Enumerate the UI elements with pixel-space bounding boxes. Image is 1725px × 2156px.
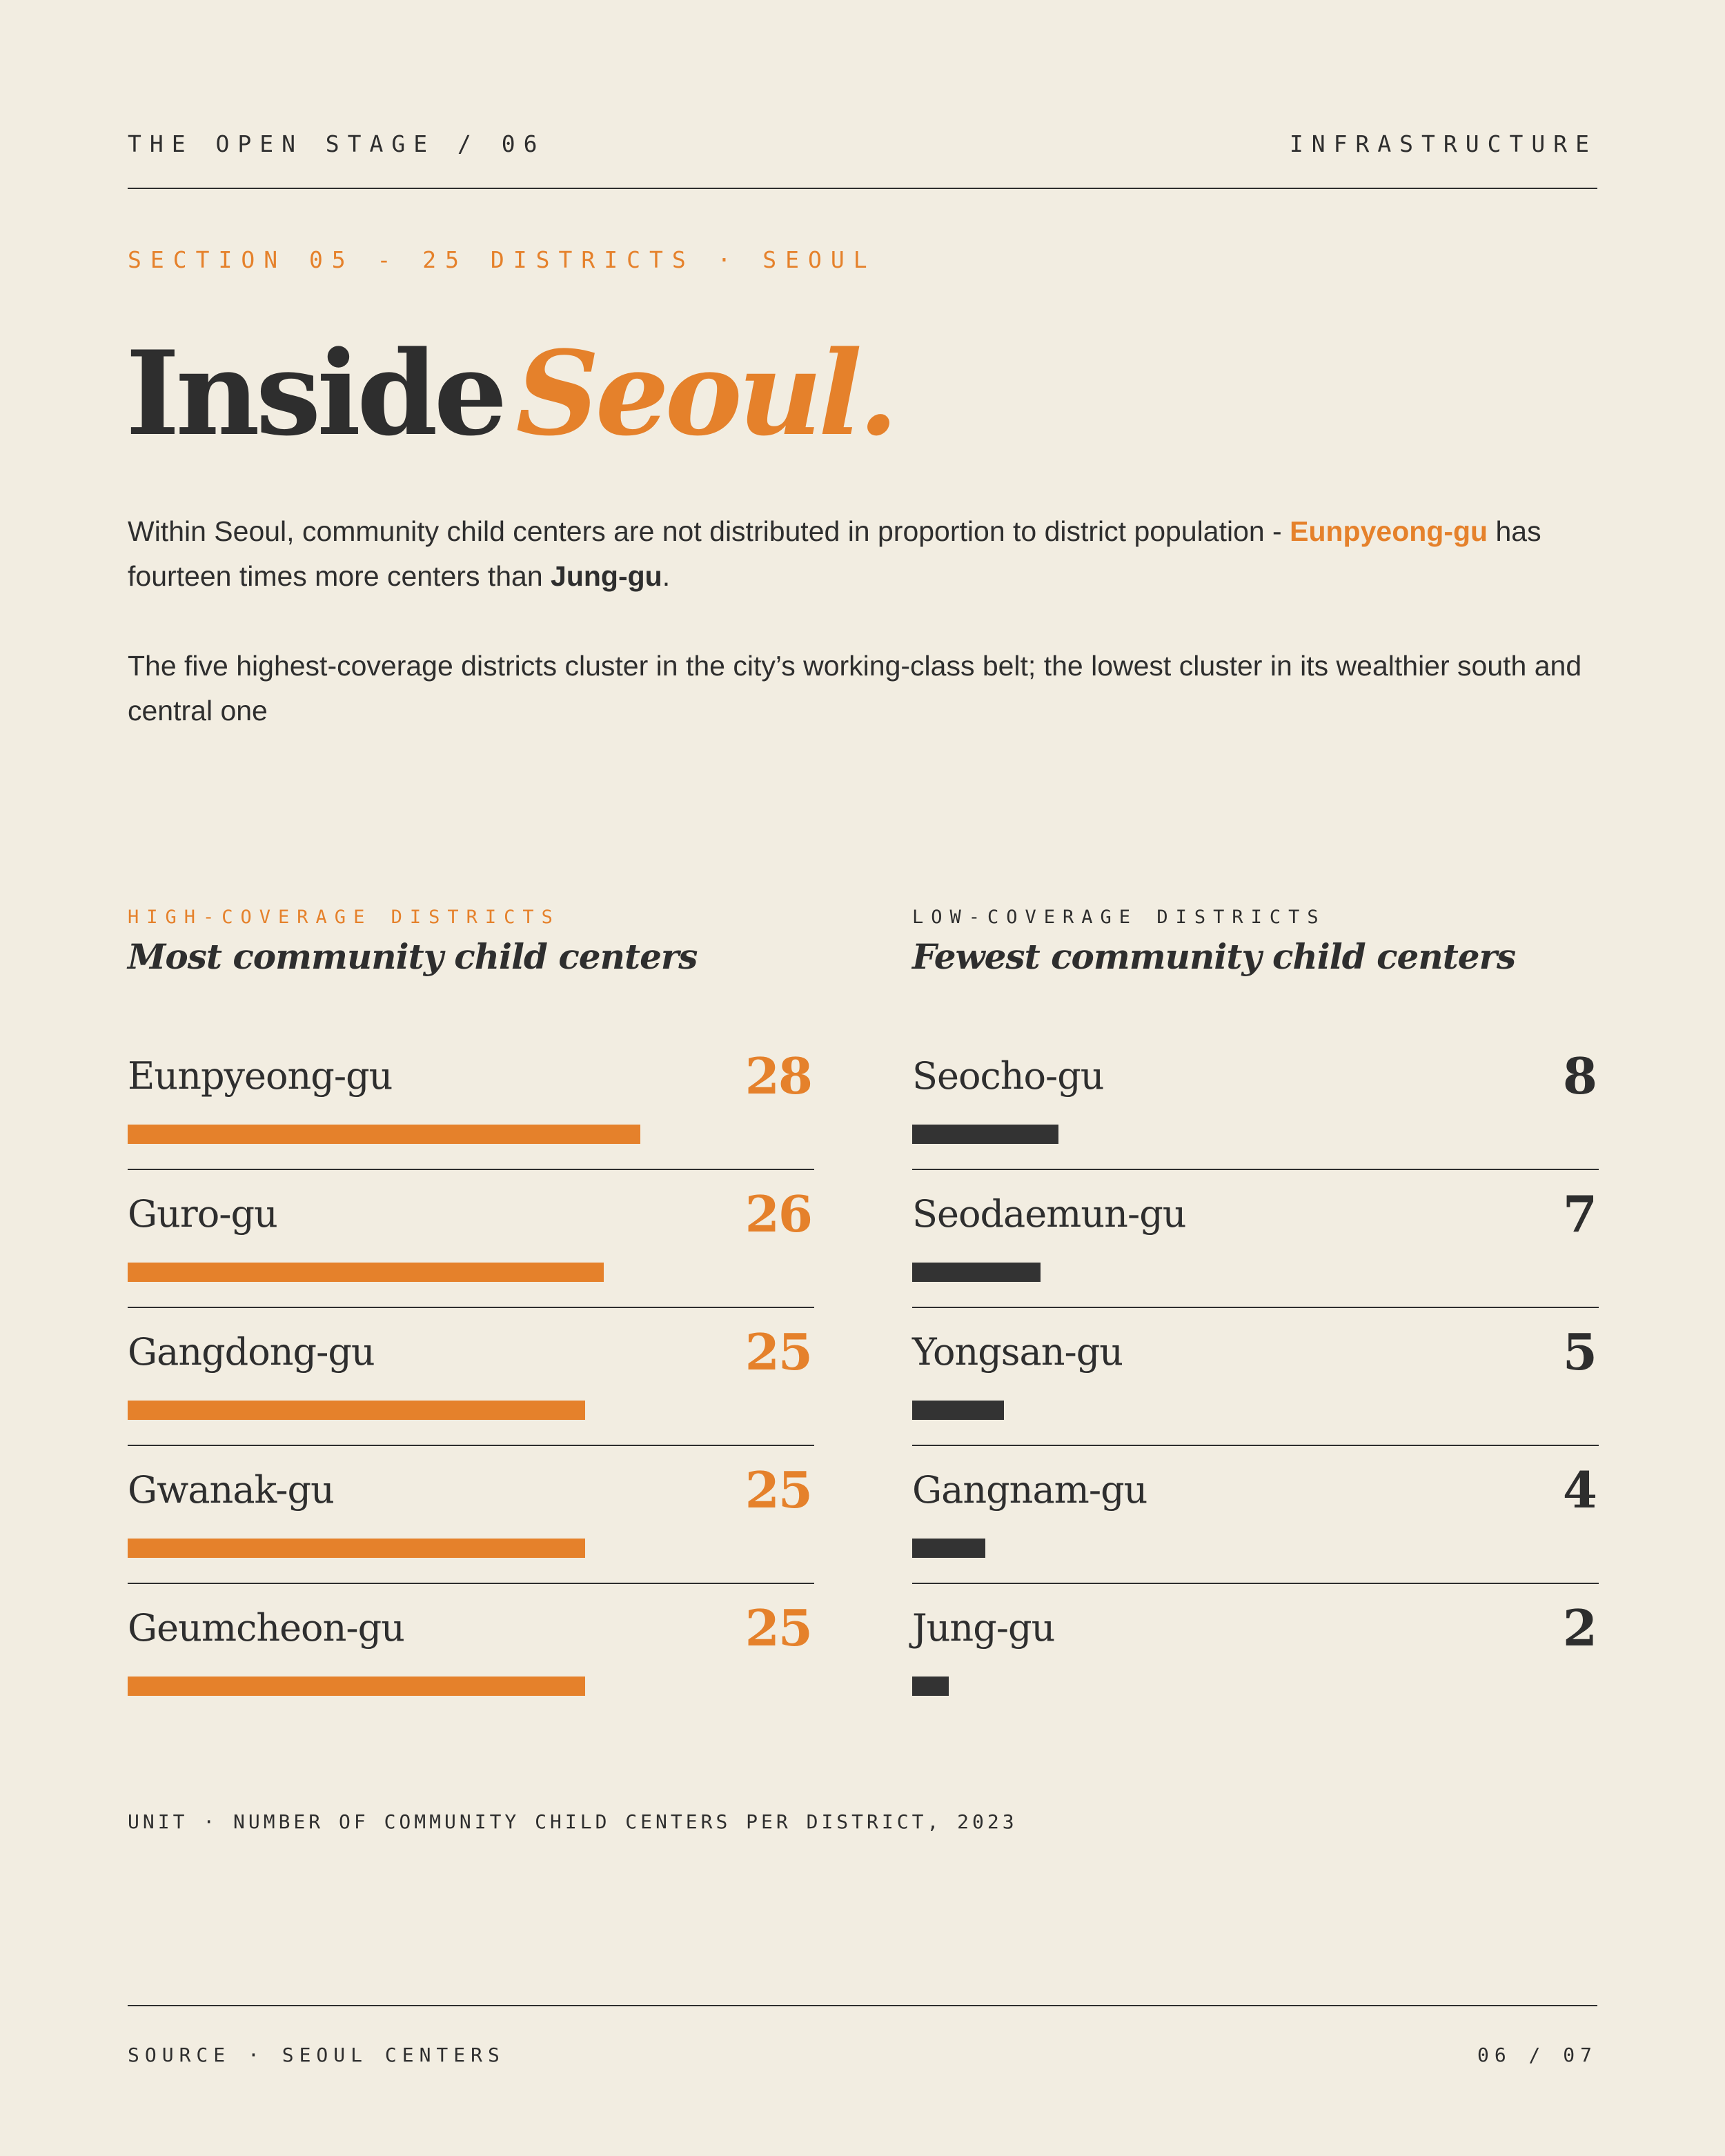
value-label: 25 xyxy=(745,1461,811,1519)
district-label: Gangdong-gu xyxy=(128,1330,375,1374)
lede-text: . xyxy=(662,560,671,592)
district-label: Eunpyeong-gu xyxy=(128,1054,393,1098)
lede-bold: Jung-gu xyxy=(551,560,662,592)
bar-row xyxy=(912,1318,1599,1456)
lede-text: has fourteen times more centers than xyxy=(128,515,1541,592)
bar-row xyxy=(128,1456,814,1594)
bar xyxy=(128,1539,585,1558)
district-label: Yongsan-gu xyxy=(912,1330,1123,1374)
low-coverage-panel xyxy=(912,904,1599,1657)
bar xyxy=(912,1677,949,1696)
bar xyxy=(912,1125,1058,1144)
publication-label: THE OPEN STAGE / 06 xyxy=(128,130,546,157)
district-label: Jung-gu xyxy=(912,1606,1055,1650)
low-coverage-chart xyxy=(912,1042,1599,1732)
panel-tag: HIGH-COVERAGE DISTRICTS xyxy=(128,907,560,928)
footer xyxy=(128,2041,1597,2068)
row-divider xyxy=(128,1445,814,1446)
district-label: Seocho-gu xyxy=(912,1054,1104,1098)
bar-row xyxy=(912,1456,1599,1594)
row-divider xyxy=(912,1169,1599,1170)
district-label: Gwanak-gu xyxy=(128,1468,334,1512)
lede-paragraph-2: The five highest-coverage districts cluster in the city’s working-class belt; the lowest cluster in its wealthier south and central one xyxy=(128,650,1582,726)
row-divider xyxy=(128,1307,814,1308)
district-label: Gangnam-gu xyxy=(912,1468,1147,1512)
lede-highlight: Eunpyeong-gu xyxy=(1290,515,1488,547)
bar-row xyxy=(128,1180,814,1318)
masthead xyxy=(128,130,1597,157)
bar xyxy=(912,1401,1004,1420)
panel-title: Most community child centers xyxy=(128,936,698,977)
value-label: 26 xyxy=(745,1185,811,1243)
bar-row xyxy=(912,1594,1599,1732)
lede-paragraph-1 xyxy=(128,509,1597,599)
value-label: 4 xyxy=(1562,1461,1596,1519)
district-label: Guro-gu xyxy=(128,1192,277,1236)
bar xyxy=(128,1677,585,1696)
row-divider xyxy=(128,1169,814,1170)
high-coverage-chart xyxy=(128,1042,814,1732)
value-label: 8 xyxy=(1562,1047,1596,1105)
bar xyxy=(912,1263,1041,1282)
row-divider xyxy=(912,1307,1599,1308)
title-main: Inside xyxy=(126,325,504,462)
panel-tag: LOW-COVERAGE DISTRICTS xyxy=(912,907,1326,928)
bar-row xyxy=(912,1180,1599,1318)
section-kicker: SECTION 05 - 25 DISTRICTS · SEOUL xyxy=(128,246,876,273)
value-label: 25 xyxy=(745,1599,811,1657)
district-label: Geumcheon-gu xyxy=(128,1606,404,1650)
value-label: 2 xyxy=(1562,1599,1596,1657)
bar xyxy=(128,1401,585,1420)
bar-row xyxy=(128,1318,814,1456)
high-coverage-panel xyxy=(128,904,814,1657)
category-label: INFRASTRUCTURE xyxy=(1289,130,1597,157)
bar-row xyxy=(912,1042,1599,1180)
bar xyxy=(128,1263,604,1282)
value-label: 7 xyxy=(1562,1185,1596,1243)
header-divider xyxy=(128,188,1597,189)
lede-text: Within Seoul, community child centers are not distributed in proportion to district population - xyxy=(128,515,1290,547)
title-accent: Seoul. xyxy=(515,325,895,462)
bar xyxy=(912,1539,985,1558)
unit-note: UNIT · NUMBER OF COMMUNITY CHILD CENTERS PER DISTRICT, 2023 xyxy=(128,1810,1018,1833)
source-label: SOURCE · SEOUL CENTERS xyxy=(128,2043,505,2066)
value-label: 5 xyxy=(1562,1323,1596,1381)
bar-row xyxy=(128,1594,814,1732)
bar-row xyxy=(128,1042,814,1180)
value-label: 25 xyxy=(745,1323,811,1381)
page-title xyxy=(126,324,894,462)
footer-divider xyxy=(128,2005,1597,2006)
row-divider xyxy=(912,1583,1599,1584)
panel-title: Fewest community child centers xyxy=(912,936,1516,977)
row-divider xyxy=(912,1445,1599,1446)
row-divider xyxy=(128,1583,814,1584)
district-label: Seodaemun-gu xyxy=(912,1192,1186,1236)
bar xyxy=(128,1125,640,1144)
page-number: 06 / 07 xyxy=(1477,2043,1597,2066)
value-label: 28 xyxy=(745,1047,811,1105)
